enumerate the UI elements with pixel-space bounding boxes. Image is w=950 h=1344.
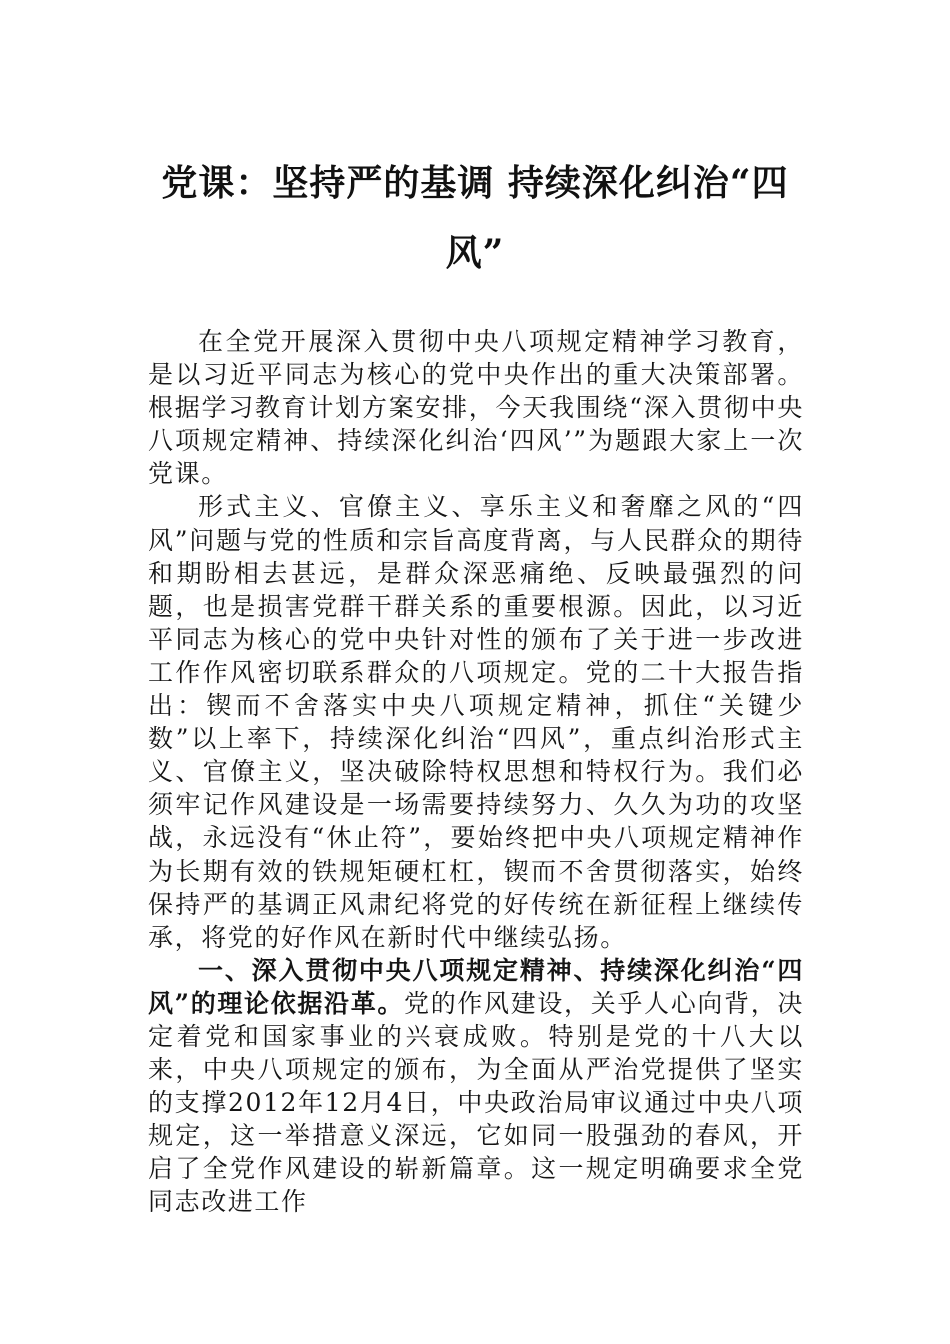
paragraph-section-one (148, 954, 804, 1219)
paragraph-text: 党的作风建设，关乎人心向背，决定着党和国家事业的兴衰成败。特别是党的十八大以来，中央八项规定的颁布，为全面从严治党提供了坚实的支撑2012年12月4日，中央政治局审议通过中央八项规定，这一举措意义深远，它如同一股强劲的春风，开启了全党作风建设的崭新篇章。这一规定明确要求全党同志改进工作 (148, 988, 804, 1217)
document-title: 党课：坚持严的基调 持续深化纠治“四风” (161, 162, 789, 274)
paragraph-text: 在全党开展深入贯彻中央八项规定精神学习教育，是以习近平同志为核心的党中央作出的重大决策部署。根据学习教育计划方案安排，今天我围绕“深入贯彻中央八项规定精神、持续深化纠治‘四风’”为题跟大家上一次党课。 (148, 327, 804, 489)
paragraph-intro (148, 325, 804, 490)
section-heading: 一、深入贯彻中央八项规定精神、持续深化纠治“四风”的理论依据沿革。 (148, 955, 804, 1018)
paragraph-four-winds (148, 490, 804, 953)
paragraph-text: 形式主义、官僚主义、享乐主义和奢靡之风的“四风”问题与党的性质和宗旨高度背离，与人民群众的期待和期盼相去甚远，是群众深恶痛绝、反映最强烈的问题，也是损害党群干群关系的重要根源。因此，以习近平同志为核心的党中央针对性的颁布了关于进一步改进工作作风密切联系群众的八项规定。党的二十大报告指出：锲而不舍落实中央八项规定精神，抓住“关键少数”以上率下，持续深化纠治“四风”，重点纠治形式主义、官僚主义，坚决破除特权思想和特权行为。我们必须牢记作风建设是一场需要持续努力、久久为功的攻坚战，永远没有“休止符”，要始终把中央八项规定精神作为长期有效的铁规矩硬杠杠，锲而不舍贯彻落实，始终保持严的基调正风肃纪将党的好传统在新征程上继续传承，将党的好作风在新时代中继续弘扬。 (148, 492, 804, 952)
document-body (148, 325, 804, 1219)
